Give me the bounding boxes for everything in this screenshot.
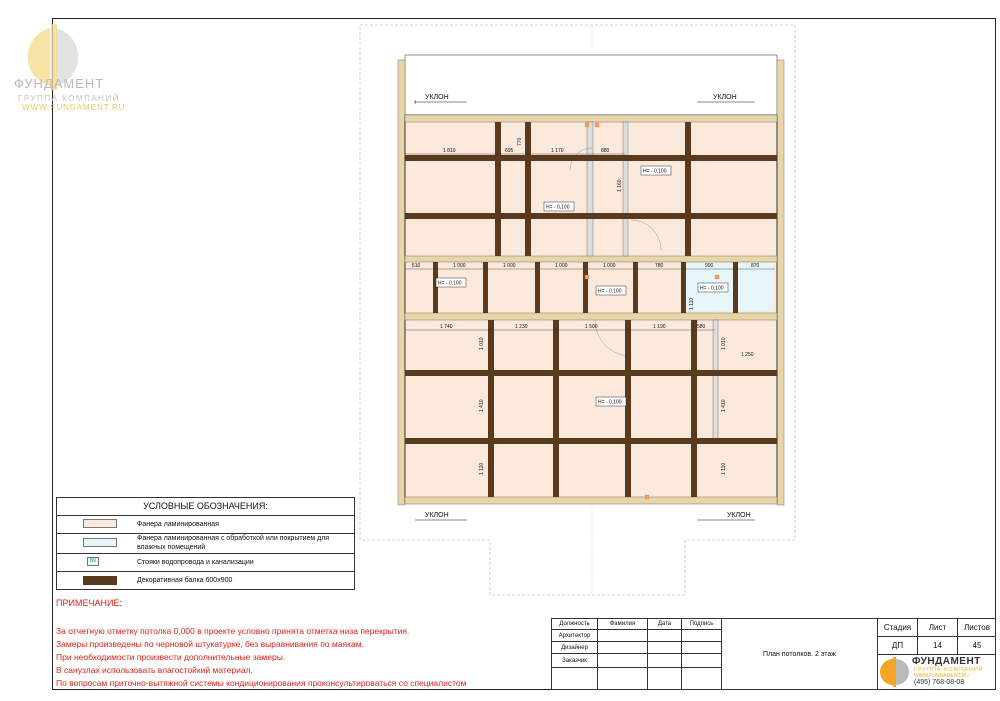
note-line: За отчетную отметку потолка 0,000 в проекте условно принята отметка низа перекрытия. [56,626,410,636]
legend-item [57,533,354,554]
logo-subtitle: ГРУППА КОМПАНИЙ [914,667,984,673]
dimension-label: 1 230 [515,324,528,330]
header-cell: Должность [552,619,598,630]
dimension-label: 1 170 [551,148,564,154]
legend-label: Фанера ламинированная [137,521,219,528]
header-cell: Фамилия [598,619,648,630]
slope-label-top-right: УКЛОН [713,94,737,101]
role-cell: Архитектор [552,630,598,642]
elevation-tag: Н= - 0,100 [438,280,462,287]
logo-website: WWW.FUNDAMENT.RU [914,673,969,679]
role-cell: Заказчик [552,654,598,668]
beam-swatch [83,576,117,585]
sheet-title: План потолков. 2 этаж [722,619,878,690]
elevation-tag: Н= - 0,100 [700,285,724,292]
dimension-label: 1 010 [479,337,485,350]
stage-value: ДП [878,637,918,655]
stage-label: Стадия [878,619,918,637]
header-cell: Подпись [682,619,722,630]
legend-label: Декоративная балка 600х900 [137,577,233,584]
dimension-label: 900 [705,263,714,269]
dimension-label: 1 250 [741,352,754,358]
slope-label-bottom-left: УКЛОН [425,512,449,519]
role-cell: Дизайнер [552,642,598,654]
ceiling-plan [355,20,825,600]
dimension-label: 1 000 [503,263,516,269]
dimension-label: 580 [697,324,706,330]
sheet-value: 14 [918,637,958,655]
legend-item [57,571,354,590]
dimension-label: 1 000 [555,263,568,269]
dimension-label: 1 500 [585,324,598,330]
dimension-label: 1 410 [479,399,485,412]
slope-label-top-left: УКЛОН [425,94,449,101]
slope-label-bottom-right: УКЛОН [727,512,751,519]
elevation-tag: Н= - 0,100 [598,288,622,295]
logo-name: ФУНДАМЕНТ [14,76,105,91]
dimension-label: 1 010 [721,337,727,350]
dimension-label: 1 110 [721,462,727,475]
dimension-label: 1 810 [443,148,456,154]
note-line: В санузлах использовать влагостойкий материал. [56,665,253,675]
sheets-label: Листов [958,619,996,637]
legend-item [57,515,354,534]
legend-item [57,553,354,572]
logo-website: WWW.FUNDAMENT.RU [22,103,126,112]
sheets-value: 45 [958,637,996,655]
dimension-label: 1 410 [721,399,727,412]
logo-phone: (495) 768-08-08 [914,679,965,686]
dimension-label: 880 [601,148,610,154]
notes-title: ПРИМЕЧАНИЕ: [56,598,122,608]
dimension-label: 695 [505,148,514,154]
dimension-label: 1 190 [653,324,666,330]
note-line: При необходимости произвести дополнительные замеры. [56,652,286,662]
dimension-label: 1 740 [440,324,453,330]
dimension-label: 1 000 [453,263,466,269]
legend-label: Стояки водопровода и канализации [137,559,254,566]
dimension-label: 1 110 [479,462,485,475]
note-line: Замеры произведены по черновой штукатурке, без выравнивания по маякам. [56,639,364,649]
logo-name: ФУНДАМЕНТ [912,656,981,667]
dimension-label: 870 [751,263,760,269]
dimension-label: 1 000 [603,263,616,269]
company-logo-icon [880,656,910,688]
elevation-tag: Н= - 0,100 [598,399,622,406]
elevation-tag: Н= - 0,100 [643,168,667,175]
legend [56,497,355,590]
note-line: По вопросам приточно-вытяжной системы кондиционирования проконсультироваться со специалистом [56,678,467,688]
sheet-label: Лист [918,619,958,637]
header-cell: Дата [648,619,682,630]
riser-swatch: ВК [87,557,99,566]
elevation-tag: Н= - 0,100 [546,204,570,211]
wet-plywood-swatch [83,538,117,547]
dimension-label: 1 110 [689,297,695,310]
plywood-swatch [83,519,117,528]
title-block-logo [880,656,992,688]
legend-label: Фанера ламинированная с обработкой или покрытием для влажных помещений [137,535,330,551]
logo-subtitle: ГРУППА КОМПАНИЙ [18,94,120,103]
dimension-label: 510 [412,263,421,269]
dimension-label: 770 [517,137,523,146]
dimension-label: 780 [655,263,664,269]
legend-title: УСЛОВНЫЕ ОБОЗНАЧЕНИЯ: [57,498,354,516]
dimension-label: 1 160 [617,179,623,192]
